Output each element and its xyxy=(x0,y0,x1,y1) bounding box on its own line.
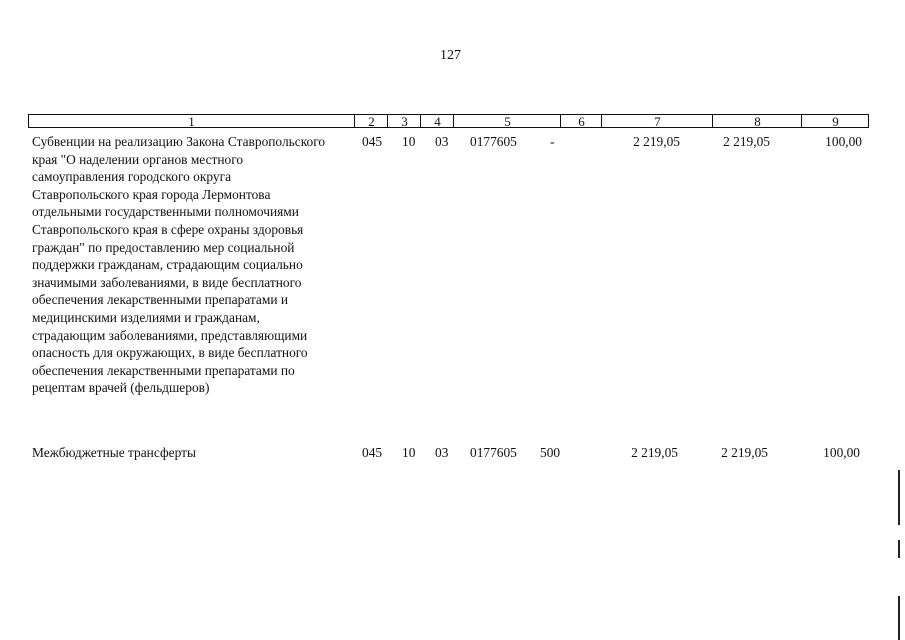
row-1-col-9: 100,00 xyxy=(825,134,862,149)
row-1-col-8: 2 219,05 xyxy=(723,134,770,149)
row-1-col-5: 0177605 xyxy=(470,134,517,149)
row-2-col-8: 2 219,05 xyxy=(721,445,768,460)
page-number: 127 xyxy=(440,48,461,63)
scan-edge-mark xyxy=(898,470,900,525)
row-2-col-6: 500 xyxy=(540,445,561,460)
column-header-5: 5 xyxy=(453,115,561,127)
column-header-1: 1 xyxy=(188,114,195,129)
row-1-col-2: 045 xyxy=(362,134,383,149)
row-1-col-3: 10 xyxy=(402,134,416,149)
column-header-7: 7 xyxy=(601,115,713,127)
column-header-4: 4 xyxy=(420,115,454,127)
row-2-description: Межбюджетные трансферты xyxy=(32,445,196,460)
scan-edge-mark xyxy=(898,596,900,640)
scan-edge-mark xyxy=(898,540,900,558)
row-2-col-2: 045 xyxy=(362,445,383,460)
row-2-col-5: 0177605 xyxy=(470,445,517,460)
row-2-col-4: 03 xyxy=(435,445,449,460)
row-2-col-7: 2 219,05 xyxy=(631,445,678,460)
row-1-description: Субвенции на реализацию Закона Ставропольского края "О наделении органов местного самоуправления городского округа Ставропольского края города Лермонтова отдельными государственными полномочиями Ставропольского края в сфере охраны здоровья граждан" по предоставлению мер социальной поддержки гражданам, страдающим социально значимыми заболеваниями, в виде бесплатного обеспечения лекарственными препаратами и медицинскими изделиями и гражданам, страдающим заболеваниями, представляющими опасность для окружающих, в виде бесплатного обеспечения лекарственными препаратами по рецептам врачей (фельдшеров) xyxy=(32,134,326,396)
row-2-col-3: 10 xyxy=(402,445,416,460)
row-2-col-9: 100,00 xyxy=(823,445,860,460)
row-1-col-6: - xyxy=(550,134,555,149)
column-header-6: 6 xyxy=(560,115,602,127)
table-header-row xyxy=(28,114,869,128)
column-header-9: 9 xyxy=(801,115,869,127)
column-header-2: 2 xyxy=(354,115,388,127)
row-1-col-4: 03 xyxy=(435,134,449,149)
column-header-8: 8 xyxy=(712,115,802,127)
row-1-col-7: 2 219,05 xyxy=(633,134,680,149)
column-header-3: 3 xyxy=(387,115,421,127)
